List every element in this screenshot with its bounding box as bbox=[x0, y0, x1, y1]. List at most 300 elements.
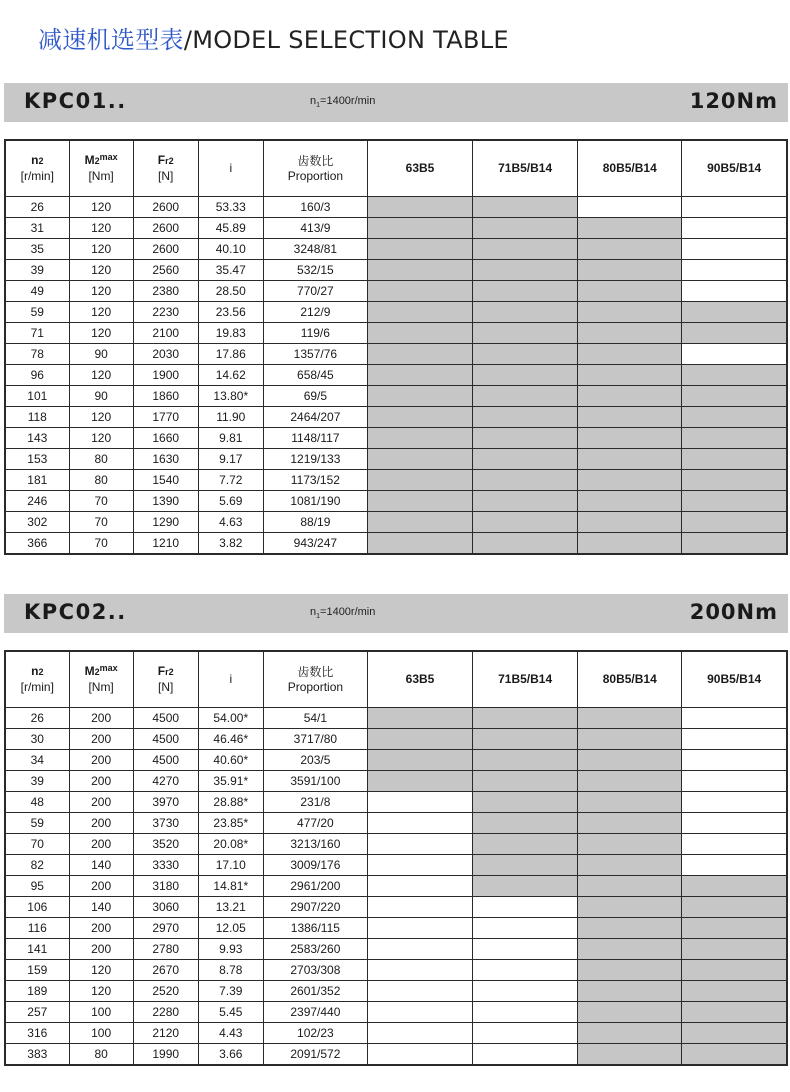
col-header-motor: 63B5 bbox=[367, 140, 472, 197]
cell-n2: 181 bbox=[5, 470, 69, 491]
table-row bbox=[5, 729, 787, 750]
motor-available-cell bbox=[367, 491, 472, 512]
col-header-m2max bbox=[69, 140, 133, 197]
motor-available-cell bbox=[367, 365, 472, 386]
motor-available-cell bbox=[682, 449, 787, 470]
cell-ratio-i: 54.00* bbox=[198, 708, 263, 729]
cell-n2: 189 bbox=[5, 981, 69, 1002]
cell-m2max: 200 bbox=[69, 834, 133, 855]
proportion-cn: 齿数比 bbox=[297, 153, 334, 168]
motor-available-cell bbox=[682, 470, 787, 491]
table-row bbox=[5, 1044, 787, 1066]
cell-n2: 96 bbox=[5, 365, 69, 386]
motor-empty-cell bbox=[578, 197, 682, 218]
fr2-subscript: r2 bbox=[165, 667, 174, 677]
cell-n2: 116 bbox=[5, 918, 69, 939]
cell-n2: 30 bbox=[5, 729, 69, 750]
cell-ratio-i: 4.63 bbox=[198, 512, 263, 533]
proportion-cn: 齿数比 bbox=[297, 664, 334, 679]
cell-fr2: 2670 bbox=[133, 960, 198, 981]
motor-available-cell bbox=[578, 834, 682, 855]
cell-n2: 366 bbox=[5, 533, 69, 555]
motor-available-cell bbox=[473, 708, 578, 729]
motor-available-cell bbox=[682, 876, 787, 897]
col-header-ratio-i: i bbox=[198, 651, 263, 708]
cell-proportion: 1173/152 bbox=[263, 470, 367, 491]
cell-proportion: 3009/176 bbox=[263, 855, 367, 876]
motor-available-cell bbox=[473, 470, 578, 491]
col-header-motor: 71B5/B14 bbox=[473, 140, 578, 197]
motor-available-cell bbox=[682, 1044, 787, 1066]
cell-ratio-i: 13.21 bbox=[198, 897, 263, 918]
input-speed-symbol: n bbox=[310, 95, 317, 107]
cell-proportion: 2961/200 bbox=[263, 876, 367, 897]
motor-available-cell bbox=[473, 771, 578, 792]
col-header-motor: 80B5/B14 bbox=[578, 140, 682, 197]
motor-available-cell bbox=[682, 918, 787, 939]
m2-superscript: max bbox=[99, 152, 118, 162]
motor-available-cell bbox=[473, 302, 578, 323]
motor-available-cell bbox=[367, 302, 472, 323]
cell-proportion: 1081/190 bbox=[263, 491, 367, 512]
cell-n2: 39 bbox=[5, 260, 69, 281]
cell-m2max: 80 bbox=[69, 449, 133, 470]
cell-proportion: 3248/81 bbox=[263, 239, 367, 260]
m2-subscript: 2 bbox=[94, 156, 100, 166]
motor-available-cell bbox=[578, 792, 682, 813]
cell-proportion: 1386/115 bbox=[263, 918, 367, 939]
table-row bbox=[5, 533, 787, 555]
cell-ratio-i: 20.08* bbox=[198, 834, 263, 855]
cell-n2: 71 bbox=[5, 323, 69, 344]
motor-empty-cell bbox=[367, 918, 472, 939]
motor-available-cell bbox=[473, 281, 578, 302]
n2-unit: [r/min] bbox=[20, 680, 54, 694]
cell-fr2: 1900 bbox=[133, 365, 198, 386]
cell-ratio-i: 35.91* bbox=[198, 771, 263, 792]
motor-empty-cell bbox=[367, 876, 472, 897]
table-row bbox=[5, 512, 787, 533]
motor-available-cell bbox=[578, 260, 682, 281]
cell-m2max: 200 bbox=[69, 708, 133, 729]
motor-available-cell bbox=[682, 302, 787, 323]
motor-empty-cell bbox=[682, 729, 787, 750]
motor-available-cell bbox=[367, 386, 472, 407]
cell-fr2: 1630 bbox=[133, 449, 198, 470]
cell-fr2: 1290 bbox=[133, 512, 198, 533]
table-row bbox=[5, 491, 787, 512]
motor-empty-cell bbox=[682, 771, 787, 792]
motor-available-cell bbox=[578, 449, 682, 470]
col-header-motor: 63B5 bbox=[367, 651, 472, 708]
cell-proportion: 231/8 bbox=[263, 792, 367, 813]
motor-available-cell bbox=[578, 491, 682, 512]
motor-empty-cell bbox=[682, 239, 787, 260]
motor-empty-cell bbox=[682, 834, 787, 855]
table-row bbox=[5, 260, 787, 281]
motor-available-cell bbox=[367, 323, 472, 344]
motor-available-cell bbox=[473, 365, 578, 386]
motor-empty-cell bbox=[473, 918, 578, 939]
cell-fr2: 1660 bbox=[133, 428, 198, 449]
motor-available-cell bbox=[473, 323, 578, 344]
proportion-en: Proportion bbox=[287, 168, 344, 183]
motor-available-cell bbox=[578, 239, 682, 260]
input-speed bbox=[310, 606, 375, 620]
cell-m2max: 200 bbox=[69, 813, 133, 834]
selection-table bbox=[4, 139, 788, 555]
table-row bbox=[5, 897, 787, 918]
cell-n2: 257 bbox=[5, 1002, 69, 1023]
fr2-subscript: r2 bbox=[165, 156, 174, 166]
cell-fr2: 3970 bbox=[133, 792, 198, 813]
cell-proportion: 477/20 bbox=[263, 813, 367, 834]
cell-n2: 70 bbox=[5, 834, 69, 855]
motor-available-cell bbox=[367, 750, 472, 771]
table-row bbox=[5, 344, 787, 365]
cell-ratio-i: 23.56 bbox=[198, 302, 263, 323]
cell-n2: 26 bbox=[5, 708, 69, 729]
motor-available-cell bbox=[367, 197, 472, 218]
motor-available-cell bbox=[578, 918, 682, 939]
col-header-ratio-i: i bbox=[198, 140, 263, 197]
table-row bbox=[5, 386, 787, 407]
cell-n2: 159 bbox=[5, 960, 69, 981]
cell-m2max: 70 bbox=[69, 491, 133, 512]
motor-available-cell bbox=[473, 260, 578, 281]
cell-fr2: 1210 bbox=[133, 533, 198, 555]
cell-n2: 316 bbox=[5, 1023, 69, 1044]
cell-ratio-i: 14.62 bbox=[198, 365, 263, 386]
motor-available-cell bbox=[682, 897, 787, 918]
cell-ratio-i: 11.90 bbox=[198, 407, 263, 428]
motor-empty-cell bbox=[473, 1023, 578, 1044]
table-row bbox=[5, 218, 787, 239]
motor-available-cell bbox=[367, 344, 472, 365]
fr2-symbol: F bbox=[157, 664, 166, 678]
motor-available-cell bbox=[473, 428, 578, 449]
cell-m2max: 100 bbox=[69, 1023, 133, 1044]
page-title bbox=[38, 20, 509, 55]
cell-proportion: 119/6 bbox=[263, 323, 367, 344]
cell-m2max: 70 bbox=[69, 533, 133, 555]
cell-ratio-i: 40.60* bbox=[198, 750, 263, 771]
cell-proportion: 3213/160 bbox=[263, 834, 367, 855]
motor-empty-cell bbox=[367, 897, 472, 918]
cell-n2: 118 bbox=[5, 407, 69, 428]
col-header-motor: 90B5/B14 bbox=[682, 651, 787, 708]
n2-symbol: n bbox=[31, 153, 39, 167]
cell-ratio-i: 23.85* bbox=[198, 813, 263, 834]
motor-available-cell bbox=[682, 939, 787, 960]
fr2-symbol: F bbox=[157, 153, 166, 167]
cell-m2max: 200 bbox=[69, 918, 133, 939]
cell-fr2: 2600 bbox=[133, 239, 198, 260]
n2-subscript: 2 bbox=[38, 156, 44, 166]
cell-m2max: 200 bbox=[69, 729, 133, 750]
m2-symbol: M bbox=[84, 153, 95, 167]
motor-available-cell bbox=[367, 771, 472, 792]
fr2-unit: [N] bbox=[158, 680, 174, 694]
m2-superscript: max bbox=[99, 663, 118, 673]
table-row bbox=[5, 302, 787, 323]
col-header-motor: 90B5/B14 bbox=[682, 140, 787, 197]
cell-m2max: 200 bbox=[69, 750, 133, 771]
m2-unit: [Nm] bbox=[88, 680, 114, 694]
motor-empty-cell bbox=[367, 1023, 472, 1044]
motor-available-cell bbox=[367, 239, 472, 260]
cell-m2max: 120 bbox=[69, 302, 133, 323]
motor-empty-cell bbox=[367, 1002, 472, 1023]
cell-proportion: 2583/260 bbox=[263, 939, 367, 960]
cell-n2: 101 bbox=[5, 386, 69, 407]
table-row bbox=[5, 939, 787, 960]
cell-m2max: 80 bbox=[69, 470, 133, 491]
cell-fr2: 2230 bbox=[133, 302, 198, 323]
proportion-en: Proportion bbox=[287, 679, 344, 694]
motor-empty-cell bbox=[473, 981, 578, 1002]
table-row bbox=[5, 792, 787, 813]
cell-proportion: 2601/352 bbox=[263, 981, 367, 1002]
motor-available-cell bbox=[578, 750, 682, 771]
motor-available-cell bbox=[682, 1023, 787, 1044]
motor-available-cell bbox=[578, 428, 682, 449]
model-header-bar bbox=[4, 83, 788, 122]
table-row bbox=[5, 407, 787, 428]
cell-ratio-i: 46.46* bbox=[198, 729, 263, 750]
cell-n2: 49 bbox=[5, 281, 69, 302]
motor-available-cell bbox=[578, 512, 682, 533]
cell-m2max: 120 bbox=[69, 428, 133, 449]
col-header-n2 bbox=[5, 140, 69, 197]
cell-proportion: 770/27 bbox=[263, 281, 367, 302]
cell-n2: 59 bbox=[5, 813, 69, 834]
motor-available-cell bbox=[473, 218, 578, 239]
cell-m2max: 120 bbox=[69, 365, 133, 386]
cell-n2: 383 bbox=[5, 1044, 69, 1066]
cell-ratio-i: 19.83 bbox=[198, 323, 263, 344]
col-header-proportion bbox=[263, 651, 367, 708]
motor-available-cell bbox=[367, 512, 472, 533]
cell-fr2: 4500 bbox=[133, 708, 198, 729]
cell-proportion: 2907/220 bbox=[263, 897, 367, 918]
cell-m2max: 120 bbox=[69, 281, 133, 302]
cell-n2: 153 bbox=[5, 449, 69, 470]
motor-empty-cell bbox=[473, 897, 578, 918]
cell-m2max: 120 bbox=[69, 239, 133, 260]
cell-fr2: 3060 bbox=[133, 897, 198, 918]
cell-fr2: 3520 bbox=[133, 834, 198, 855]
motor-available-cell bbox=[682, 365, 787, 386]
cell-ratio-i: 3.82 bbox=[198, 533, 263, 555]
cell-n2: 39 bbox=[5, 771, 69, 792]
cell-ratio-i: 53.33 bbox=[198, 197, 263, 218]
motor-empty-cell bbox=[367, 792, 472, 813]
cell-proportion: 3591/100 bbox=[263, 771, 367, 792]
cell-n2: 59 bbox=[5, 302, 69, 323]
motor-empty-cell bbox=[682, 750, 787, 771]
motor-empty-cell bbox=[367, 960, 472, 981]
cell-fr2: 2780 bbox=[133, 939, 198, 960]
cell-n2: 48 bbox=[5, 792, 69, 813]
motor-available-cell bbox=[578, 323, 682, 344]
motor-available-cell bbox=[473, 792, 578, 813]
table-row bbox=[5, 981, 787, 1002]
cell-m2max: 200 bbox=[69, 771, 133, 792]
cell-ratio-i: 7.39 bbox=[198, 981, 263, 1002]
motor-empty-cell bbox=[682, 813, 787, 834]
cell-m2max: 200 bbox=[69, 876, 133, 897]
cell-ratio-i: 28.50 bbox=[198, 281, 263, 302]
input-speed-subscript: 1 bbox=[316, 102, 321, 110]
table-header-row bbox=[5, 651, 787, 708]
cell-ratio-i: 40.10 bbox=[198, 239, 263, 260]
motor-available-cell bbox=[473, 386, 578, 407]
table-row bbox=[5, 428, 787, 449]
cell-proportion: 88/19 bbox=[263, 512, 367, 533]
cell-m2max: 90 bbox=[69, 344, 133, 365]
motor-available-cell bbox=[367, 218, 472, 239]
motor-available-cell bbox=[367, 533, 472, 555]
cell-fr2: 3730 bbox=[133, 813, 198, 834]
motor-available-cell bbox=[367, 260, 472, 281]
motor-empty-cell bbox=[682, 344, 787, 365]
motor-empty-cell bbox=[473, 1002, 578, 1023]
motor-empty-cell bbox=[473, 960, 578, 981]
motor-empty-cell bbox=[682, 197, 787, 218]
cell-fr2: 1990 bbox=[133, 1044, 198, 1066]
motor-available-cell bbox=[367, 708, 472, 729]
table-row bbox=[5, 1002, 787, 1023]
cell-n2: 34 bbox=[5, 750, 69, 771]
motor-empty-cell bbox=[473, 1044, 578, 1066]
cell-m2max: 120 bbox=[69, 323, 133, 344]
motor-available-cell bbox=[578, 876, 682, 897]
motor-available-cell bbox=[367, 729, 472, 750]
cell-fr2: 2380 bbox=[133, 281, 198, 302]
cell-fr2: 2970 bbox=[133, 918, 198, 939]
table-header-row bbox=[5, 140, 787, 197]
table-row bbox=[5, 708, 787, 729]
motor-available-cell bbox=[578, 771, 682, 792]
input-speed bbox=[310, 95, 375, 109]
cell-fr2: 2030 bbox=[133, 344, 198, 365]
cell-fr2: 2280 bbox=[133, 1002, 198, 1023]
cell-m2max: 120 bbox=[69, 981, 133, 1002]
cell-ratio-i: 45.89 bbox=[198, 218, 263, 239]
rated-torque: 200Nm bbox=[689, 600, 778, 624]
cell-fr2: 2520 bbox=[133, 981, 198, 1002]
motor-available-cell bbox=[473, 533, 578, 555]
cell-n2: 82 bbox=[5, 855, 69, 876]
cell-ratio-i: 14.81* bbox=[198, 876, 263, 897]
motor-available-cell bbox=[578, 386, 682, 407]
motor-available-cell bbox=[578, 470, 682, 491]
cell-proportion: 1148/117 bbox=[263, 428, 367, 449]
motor-empty-cell bbox=[682, 708, 787, 729]
cell-m2max: 80 bbox=[69, 1044, 133, 1066]
cell-ratio-i: 5.69 bbox=[198, 491, 263, 512]
cell-n2: 143 bbox=[5, 428, 69, 449]
cell-proportion: 212/9 bbox=[263, 302, 367, 323]
motor-available-cell bbox=[473, 344, 578, 365]
motor-available-cell bbox=[578, 281, 682, 302]
motor-available-cell bbox=[578, 1044, 682, 1066]
cell-fr2: 4500 bbox=[133, 750, 198, 771]
motor-available-cell bbox=[473, 855, 578, 876]
motor-empty-cell bbox=[682, 218, 787, 239]
cell-n2: 35 bbox=[5, 239, 69, 260]
n2-unit: [r/min] bbox=[20, 169, 54, 183]
cell-proportion: 2397/440 bbox=[263, 1002, 367, 1023]
cell-fr2: 2600 bbox=[133, 218, 198, 239]
n2-subscript: 2 bbox=[38, 667, 44, 677]
col-header-motor: 71B5/B14 bbox=[473, 651, 578, 708]
cell-proportion: 69/5 bbox=[263, 386, 367, 407]
motor-empty-cell bbox=[473, 939, 578, 960]
cell-ratio-i: 7.72 bbox=[198, 470, 263, 491]
cell-n2: 95 bbox=[5, 876, 69, 897]
cell-n2: 302 bbox=[5, 512, 69, 533]
table-row bbox=[5, 918, 787, 939]
model-name: KPC01.. bbox=[24, 89, 127, 113]
fr2-unit: [N] bbox=[158, 169, 174, 183]
motor-available-cell bbox=[578, 365, 682, 386]
page-title-en: /MODEL SELECTION TABLE bbox=[183, 26, 509, 54]
motor-available-cell bbox=[473, 750, 578, 771]
m2-unit: [Nm] bbox=[88, 169, 114, 183]
motor-available-cell bbox=[473, 491, 578, 512]
motor-available-cell bbox=[578, 729, 682, 750]
cell-n2: 26 bbox=[5, 197, 69, 218]
motor-available-cell bbox=[578, 981, 682, 1002]
cell-n2: 106 bbox=[5, 897, 69, 918]
motor-available-cell bbox=[473, 512, 578, 533]
motor-empty-cell bbox=[367, 813, 472, 834]
cell-ratio-i: 28.88* bbox=[198, 792, 263, 813]
motor-empty-cell bbox=[367, 834, 472, 855]
cell-m2max: 70 bbox=[69, 512, 133, 533]
motor-available-cell bbox=[682, 960, 787, 981]
cell-ratio-i: 17.86 bbox=[198, 344, 263, 365]
table-row bbox=[5, 834, 787, 855]
cell-fr2: 1540 bbox=[133, 470, 198, 491]
cell-proportion: 3717/80 bbox=[263, 729, 367, 750]
cell-ratio-i: 17.10 bbox=[198, 855, 263, 876]
m2-subscript: 2 bbox=[94, 667, 100, 677]
motor-available-cell bbox=[682, 533, 787, 555]
motor-available-cell bbox=[682, 1002, 787, 1023]
cell-fr2: 2120 bbox=[133, 1023, 198, 1044]
m2-symbol: M bbox=[84, 664, 95, 678]
motor-available-cell bbox=[578, 1023, 682, 1044]
cell-m2max: 120 bbox=[69, 197, 133, 218]
cell-fr2: 1390 bbox=[133, 491, 198, 512]
table-row bbox=[5, 323, 787, 344]
table-row bbox=[5, 239, 787, 260]
model-header-bar bbox=[4, 594, 788, 633]
table-row bbox=[5, 855, 787, 876]
cell-proportion: 658/45 bbox=[263, 365, 367, 386]
table-row bbox=[5, 960, 787, 981]
table-row bbox=[5, 449, 787, 470]
cell-ratio-i: 9.93 bbox=[198, 939, 263, 960]
col-header-fr2 bbox=[133, 651, 198, 708]
table-row bbox=[5, 470, 787, 491]
selection-table bbox=[4, 650, 788, 1066]
cell-n2: 246 bbox=[5, 491, 69, 512]
motor-available-cell bbox=[473, 813, 578, 834]
